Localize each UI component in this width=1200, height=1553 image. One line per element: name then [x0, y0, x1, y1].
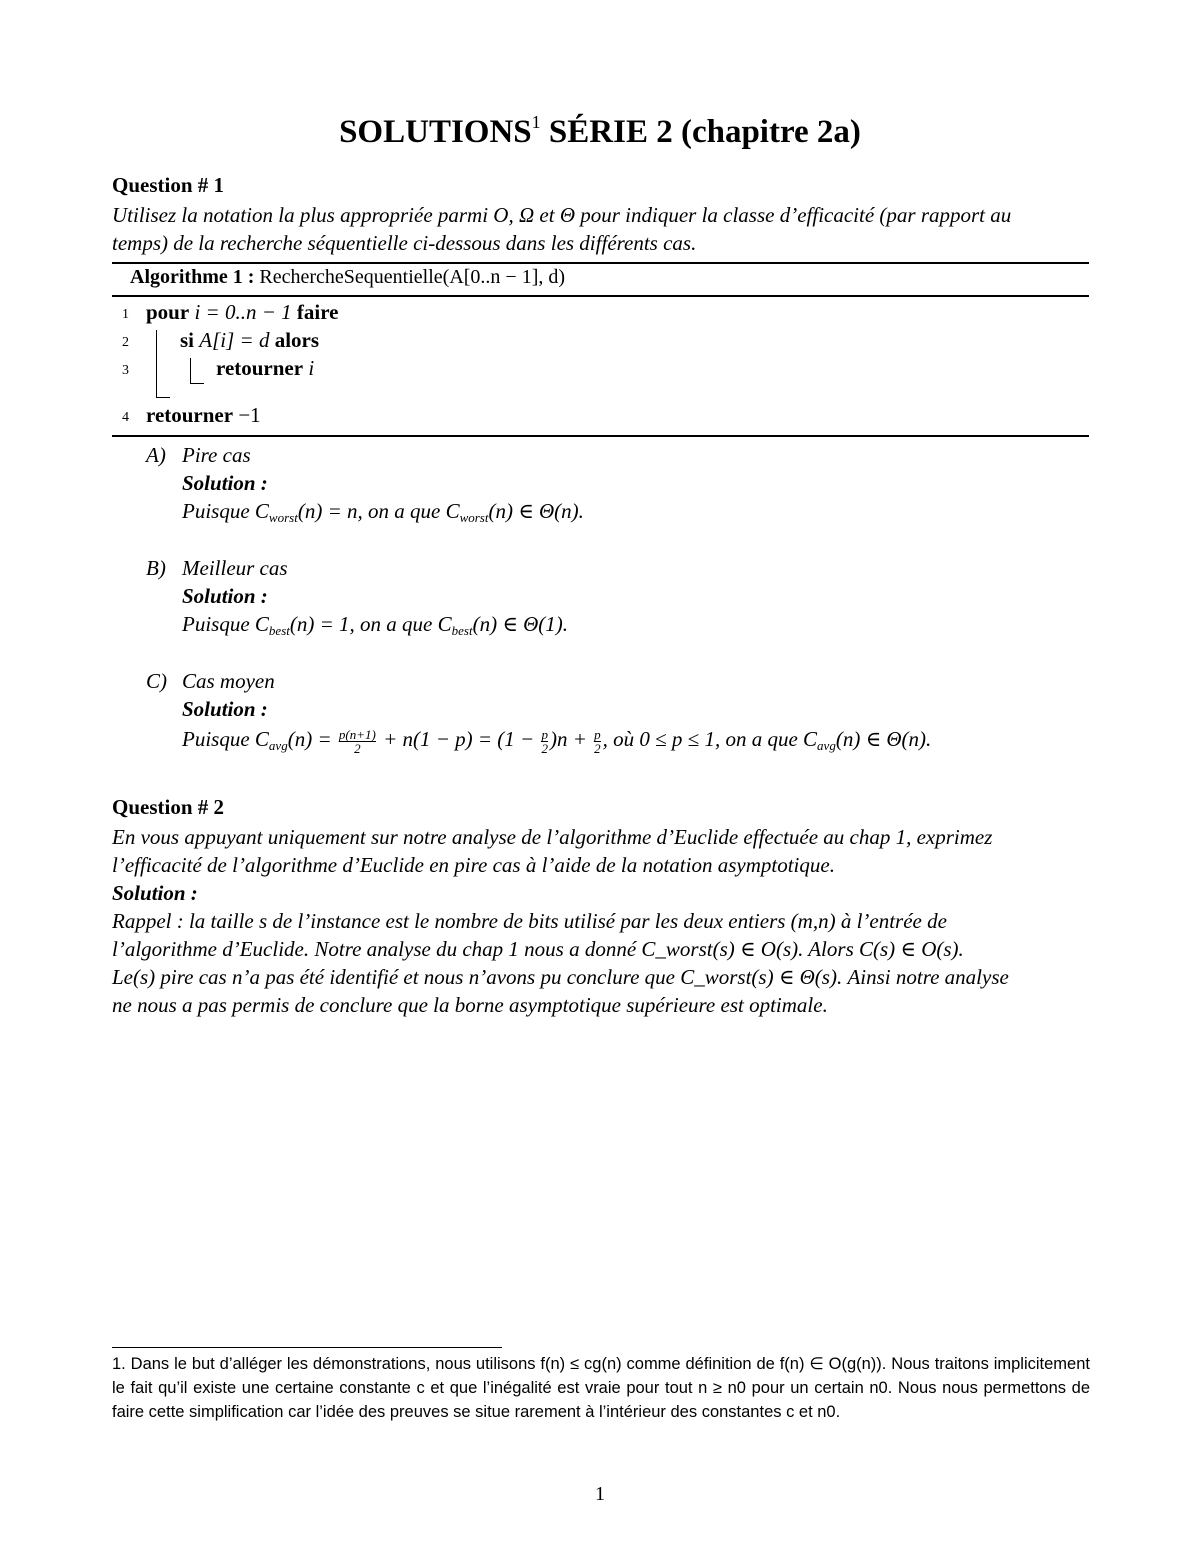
algorithm-header: Algorithme 1 : RechercheSequentielle(A[0..n − 1], d): [130, 266, 566, 288]
question-1-prompt-line2: temps) de la recherche séquentielle ci-dessous dans les différents cas.: [112, 231, 697, 255]
question-2-prompt-line2: l’efficacité de l’algorithme d’Euclide en pire cas à l’aide de la notation asymptotique.: [112, 853, 835, 877]
algorithm-line-3: retourner i: [216, 356, 315, 380]
page-number: 1: [595, 1483, 605, 1505]
question-2-prompt-line1: En vous appuyant uniquement sur notre analyse de l’algorithme d’Euclide effectuée au chap 1, exprimez: [112, 825, 993, 849]
title-footnote-mark: 1: [531, 112, 541, 132]
case-b: B) Meilleur cas Solution : Puisque $C_{best}(n) = 1$, on a que $C_{best}(n)$ ∈ Θ(1).: [146, 556, 569, 638]
footnote: 1. Dans le but d’alléger les démonstrations, nous utilisons f(n) ≤ cg(n) comme définition de f(n) ∈ O(g(n)). Nous traitons implicitement le fait qu’il existe une certaine constante c et que l’inégalité est vraie pour tout n ≥ n0 pour un certain n0. Nous nous permettons de faire cette simplification car l’idée des preuves se situe rarement à l’intérieur des constantes c et n0.: [112, 1355, 1090, 1421]
algorithm-header-rule: [112, 295, 1089, 297]
case-a: A) Pire cas Solution : Puisque $C_{worst}(n) = n$, on a que $C_{worst}(n)$ ∈ Θ(n).: [146, 443, 584, 525]
algorithm-line-number: 3: [122, 363, 129, 378]
question-2-answer-line4: ne nous a pas permis de conclure que la borne asymptotique supérieure est optimale.: [112, 993, 828, 1017]
si-block-bar: [190, 358, 191, 384]
algorithm-line-1: pour i = 0..n − 1 faire: [146, 300, 339, 324]
fraction: $\frac{p(n+1)}{2}$: [338, 726, 376, 756]
algorithm-top-rule: [112, 262, 1089, 264]
question-2-heading: Question # 2: [112, 795, 225, 819]
fraction: $\frac{p}{2}$: [541, 726, 548, 756]
question-2-solution-label: Solution :: [112, 881, 198, 905]
algorithm-line-4: retourner −1: [146, 403, 261, 427]
page-title: SOLUTIONS$^1$ SÉRIE 2 (chapitre 2a): [339, 112, 861, 150]
pour-block-end: [156, 397, 170, 398]
algorithm-line-number: 2: [122, 335, 129, 350]
fraction: $\frac{p}{2}$: [594, 726, 601, 756]
algorithm-line-number: 1: [122, 307, 129, 322]
question-2-answer-line2: l’algorithme d’Euclide. Notre analyse du chap 1 nous a donné C_worst(s) ∈ O(s). Alors C(s) ∈ O(s).: [112, 937, 964, 961]
algorithm-line-2: si A[i] = d alors: [180, 328, 320, 352]
question-1-heading: Question # 1: [112, 173, 225, 197]
algorithm-bottom-rule: [112, 435, 1089, 437]
pour-block-bar: [156, 330, 157, 398]
case-c: C) Cas moyen Solution : Puisque $C_{avg}(n)$ = $\frac{p(n+1)}{2}$ + n(1 − p) = (1 − $\frac{p}{2}$ )n + $\frac{p}{2}$ , où 0 ≤ p ≤ 1, on a que $C_{avg}(n)$ ∈ Θ(n).: [146, 669, 932, 756]
algorithm-line-number: 4: [122, 410, 129, 425]
question-1-prompt-line1: Utilisez la notation la plus appropriée parmi O, Ω et Θ pour indiquer la classe d’efficacité (par rapport au: [112, 203, 1012, 227]
footnote-rule: [112, 1347, 502, 1348]
si-block-end: [190, 383, 204, 384]
question-2-answer-line3: Le(s) pire cas n’a pas été identifié et nous n’avons pu conclure que C_worst(s) ∈ Θ(s). Ainsi notre analyse: [112, 965, 1009, 989]
question-2-answer-line1: Rappel : la taille s de l’instance est le nombre de bits utilisé par les deux entiers (m,n) à l’entrée de: [112, 909, 947, 933]
